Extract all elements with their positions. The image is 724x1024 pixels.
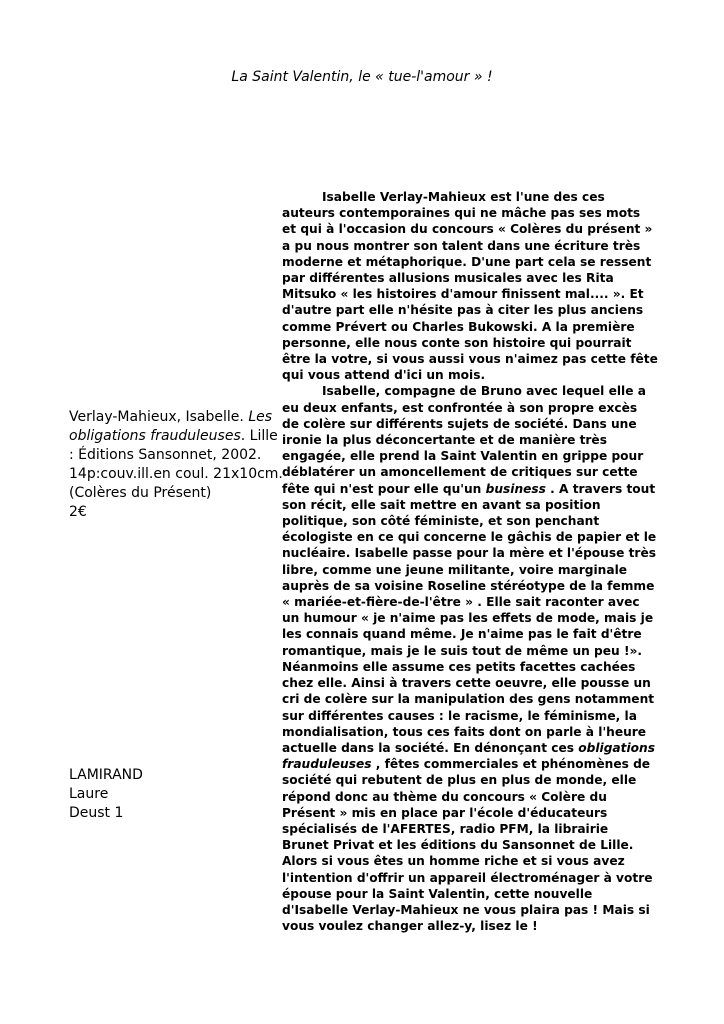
review-emphasis-book-title: obligations frauduleuses: [282, 740, 655, 772]
book-author: Verlay-Mahieux, Isabelle.: [69, 409, 244, 425]
bibliographic-reference: [69, 408, 284, 522]
reviewer-name: LAMIRAND: [69, 767, 143, 783]
review-emphasis-business: business: [485, 481, 546, 496]
document-title: La Saint Valentin, le « tue-l'amour » !: [231, 69, 493, 85]
review-text-segment: , fêtes commerciales et phénomènes de société qui rebutent de plus en plus de monde, elle répond donc au thème du concours « Colère du Présent » mis en place par l'école d'éducateurs spécialisés de l'AFERTES, radio PFM, la librairie Brunet Privat et les éditions du Sansonnet de Lille. Alors si vous êtes un homme riche et si vous avez l'intention d'offrir un appareil électroménager à votre épouse pour la Saint Valentin, cette nouvelle d'Isabelle Verlay-Mahieux ne vous plaira pas ! Mais si vous voulez changer allez-y, lisez le !: [282, 757, 653, 934]
book-title: Les obligations frauduleuses: [69, 409, 273, 444]
bibliographic-entry: [69, 408, 284, 503]
review-paragraph-1: Isabelle Verlay-Mahieux est l'une des ces auteurs contemporaines qui ne mâche pas ses mots et qui à l'occasion du concours « Colères du présent » a pu nous montrer son talent dans une écriture très moderne et métaphorique. D'une part cela se ressent par différentes allusions musicales avec les Rita Mitsuko « les histoires d'amour finissent mal.... ». Et d'autre part elle n'hésite pas à citer les plus anciens comme Prévert ou Charles Bukowski. A la première personne, elle nous conte son histoire qui pourrait être la votre, si vous aussi vous n'aimez pas cette fête qui vous attend d'ici un mois.: [282, 190, 658, 383]
review-text-segment: Isabelle, compagne de Bruno avec lequel elle a eu deux enfants, est confrontée à son propre excès de colère sur différents sujets de société. Dans une ironie la plus déconcertante et de manière très engagée, elle prend la Saint Valentin en grippe pour déblatérer un amoncellement de critiques sur cette fête qui n'est pour elle qu'un: [282, 384, 646, 496]
reviewer-info: [69, 766, 284, 823]
book-price: 2€: [69, 504, 87, 520]
reviewer-class: Deust 1: [69, 805, 124, 821]
review-text-segment: . A travers tout son récit, elle sait mettre en avant sa position politique, son côté féministe, et son penchant écologiste en ce qui concerne le gâchis de papier et le nucléaire. Isabelle passe pour la mère et l'épouse très libre, comme une jeune militante, voire marginale auprès de sa voisine Roseline stéréotype de la femme « mariée-et-fière-de-l'être » . Elle sait raconter avec un humour « je n'aime pas les effets de mode, mais je les connais quand même. Je n'aime pas le fait d'être romantique, mais je le suis tout de même un peu !». Néanmoins elle assume ces petits facettes cachées chez elle. Ainsi à travers cette oeuvre, elle pousse un cri de colère sur la manipulation des gens notamment sur différentes causes : le racisme, le féminisme, la mondialisation, tous ces faits dont on parle à l'heure actuelle dans la société. En dénonçant ces: [282, 481, 657, 755]
review-text: [282, 189, 658, 934]
review-paragraph-2: [282, 383, 658, 934]
reviewer-first-name: Laure: [69, 786, 109, 802]
book-title-period: .: [240, 428, 246, 444]
publication-details: Lille : Éditions Sansonnet, 2002. 14p:couv.ill.en coul. 21x10cm. (Colères du Présent): [69, 428, 283, 501]
